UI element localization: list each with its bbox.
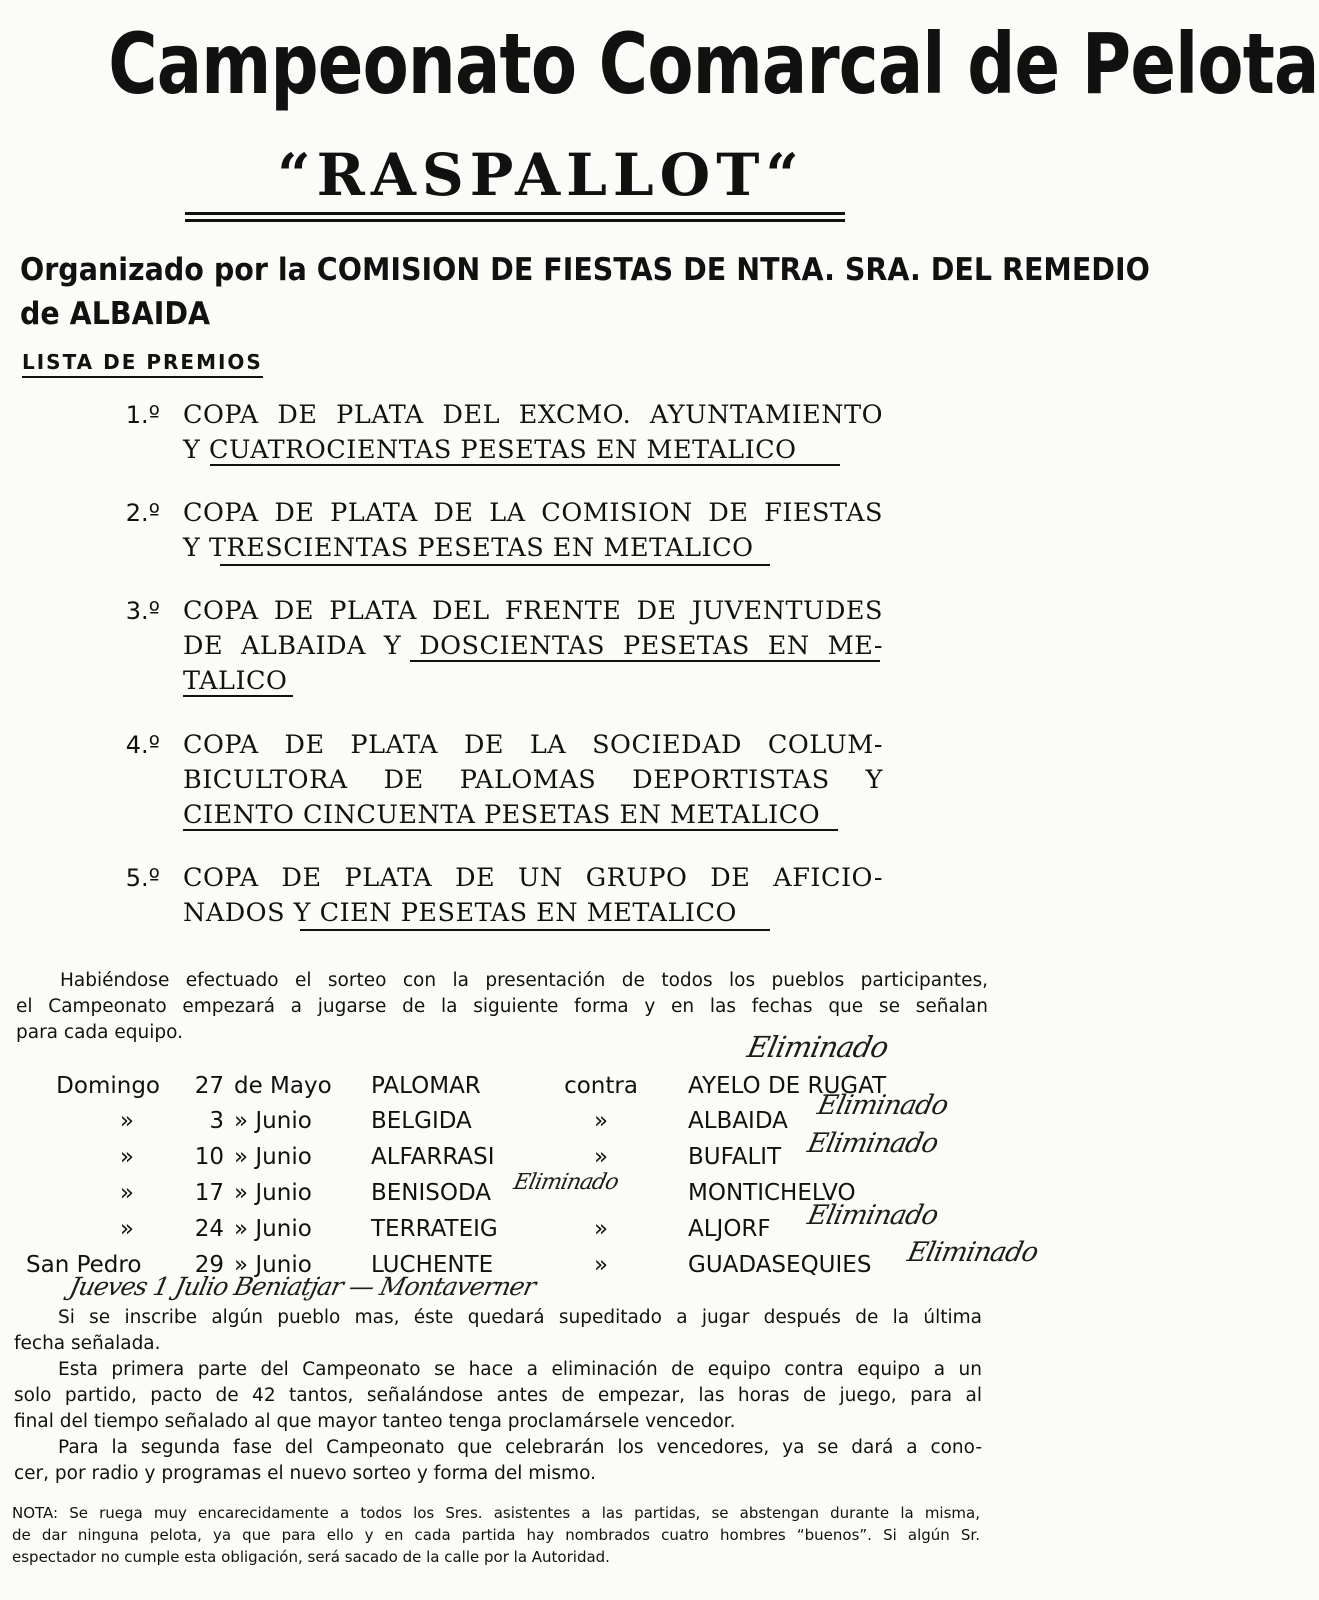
title-rule-bottom xyxy=(185,219,845,222)
rules-line: fecha señalada. xyxy=(14,1333,161,1354)
versus-label: » xyxy=(593,1252,609,1278)
prize-rank: 4.º xyxy=(125,731,160,759)
match-month: » Junio xyxy=(234,1108,312,1134)
match-day: » xyxy=(119,1144,134,1170)
match-month: » Junio xyxy=(234,1144,312,1170)
intro-line: el Campeonato empezará a jugarse de la siguiente forma y en las fechas que se señalan xyxy=(16,996,988,1017)
title-rule-top xyxy=(185,212,845,215)
rules-text xyxy=(14,1305,982,1487)
rules-line: Si se inscribe algún pueblo mas, éste quedará supeditado a jugar después de la última xyxy=(58,1307,982,1328)
match-date: 17 xyxy=(194,1180,224,1206)
match-day: » xyxy=(119,1216,134,1242)
handwritten-note: Eliminado xyxy=(904,1237,1041,1268)
prize-underline xyxy=(300,929,770,931)
prize-underline xyxy=(183,695,293,697)
versus-label: » xyxy=(593,1216,609,1242)
organizer-line-1: Organizado por la COMISION DE FIESTAS DE NTRA. SRA. DEL REMEDIO xyxy=(20,252,1150,288)
home-team: PALOMAR xyxy=(371,1073,481,1099)
match-day: San Pedro xyxy=(26,1252,142,1278)
rules-line: Para la segunda fase del Campeonato que celebrarán los vencedores, ya se dará a cono- xyxy=(58,1437,982,1458)
away-team: ALBAIDA xyxy=(688,1108,788,1134)
poster-subtitle: “RASPALLOT“ xyxy=(277,141,805,209)
organizer-line-2: de ALBAIDA xyxy=(20,296,211,332)
prize-rank: 1.º xyxy=(125,401,160,429)
organizer-block xyxy=(20,248,1150,336)
nota-line: de dar ninguna pelota, ya que para ello y en cada partida hay nombrados cuatro hombres “buenos”. Si algún Sr. xyxy=(12,1526,980,1544)
prize-rank: 5.º xyxy=(125,864,160,892)
home-team: ALFARRASI xyxy=(371,1144,495,1170)
away-team: GUADASEQUIES xyxy=(688,1252,872,1278)
versus-label: » xyxy=(593,1144,609,1170)
rules-line: final del tiempo señalado al que mayor tanteo tenga proclamársele vencedor. xyxy=(14,1411,736,1432)
home-team: LUCHENTE xyxy=(371,1252,494,1278)
prize-line: COPA DE PLATA DE LA COMISION DE FIESTAS xyxy=(183,498,883,528)
prizes-heading: LISTA DE PREMIOS xyxy=(22,350,263,378)
prize-rank: 2.º xyxy=(125,499,160,527)
prize-line: COPA DE PLATA DE UN GRUPO DE AFICIO- xyxy=(183,863,883,893)
prize-line: BICULTORA DE PALOMAS DEPORTISTAS Y xyxy=(183,765,883,795)
away-team: MONTICHELVO xyxy=(688,1180,856,1206)
match-date: 27 xyxy=(194,1073,224,1099)
match-month: » Junio xyxy=(234,1216,312,1242)
match-day: » xyxy=(119,1108,134,1134)
home-team: TERRATEIG xyxy=(371,1216,498,1242)
home-team: BENISODA xyxy=(371,1180,492,1206)
poster-title: Campeonato Comarcal de Pelota xyxy=(108,15,1319,113)
away-team: ALJORF xyxy=(688,1216,771,1242)
prize-line: Y CUATROCIENTAS PESETAS EN METALICO xyxy=(183,435,797,465)
handwritten-extra-match: Jueves 1 Julio Beniatjar — Montaverner xyxy=(66,1272,538,1301)
prize-line: COPA DE PLATA DEL FRENTE DE JUVENTUDES xyxy=(183,596,883,626)
prize-line: DE ALBAIDA Y DOSCIENTAS PESETAS EN ME- xyxy=(183,631,883,661)
home-team: BELGIDA xyxy=(371,1108,472,1134)
rules-line: Esta primera parte del Campeonato se hace a eliminación de equipo contra equipo a un xyxy=(58,1359,982,1380)
match-date: 29 xyxy=(194,1252,224,1278)
prize-underline xyxy=(220,564,770,566)
handwritten-note: Eliminado xyxy=(804,1200,941,1231)
intro-line: Habiéndose efectuado el sorteo con la presentación de todos los pueblos participantes, xyxy=(60,970,988,991)
match-month: » Junio xyxy=(234,1180,312,1206)
prize-underline xyxy=(183,829,838,831)
nota-line: espectador no cumple esta obligación, será sacado de la calle por la Autoridad. xyxy=(12,1548,610,1566)
handwritten-note: Eliminado xyxy=(804,1128,941,1159)
rules-line: cer, por radio y programas el nuevo sorteo y forma del mismo. xyxy=(14,1463,596,1484)
rules-line: solo partido, pacto de 42 tantos, señalándose antes de empezar, las horas de juego, para al xyxy=(14,1385,982,1406)
prize-underline xyxy=(210,464,840,466)
prize-line: NADOS Y CIEN PESETAS EN METALICO xyxy=(183,898,737,928)
versus-label: » xyxy=(593,1108,609,1134)
nota-block xyxy=(12,1502,980,1568)
prize-rank: 3.º xyxy=(125,597,160,625)
handwritten-note: Eliminado xyxy=(744,1030,892,1064)
handwritten-note: Eliminado xyxy=(511,1170,621,1195)
match-date: 3 xyxy=(209,1108,224,1134)
prize-line: COPA DE PLATA DE LA SOCIEDAD COLUM- xyxy=(183,730,883,760)
prize-line: TALICO xyxy=(183,666,288,696)
away-team: AYELO DE RUGAT xyxy=(688,1073,887,1099)
match-month: de Mayo xyxy=(234,1073,332,1099)
handwritten-note: Eliminado xyxy=(814,1090,951,1121)
versus-label: contra xyxy=(564,1073,638,1099)
away-team: BUFALIT xyxy=(688,1144,782,1170)
match-day: Domingo xyxy=(56,1073,160,1099)
prize-underline xyxy=(410,660,880,662)
prize-line: COPA DE PLATA DEL EXCMO. AYUNTAMIENTO xyxy=(183,400,883,430)
nota-line: NOTA: Se ruega muy encarecidamente a todos los Sres. asistentes a las partidas, se abstengan durante la misma, xyxy=(12,1504,980,1522)
match-day: » xyxy=(119,1180,134,1206)
match-date: 24 xyxy=(194,1216,224,1242)
match-date: 10 xyxy=(194,1144,224,1170)
intro-line: para cada equipo. xyxy=(16,1022,183,1043)
match-month: » Junio xyxy=(234,1252,312,1278)
prize-line: Y TRESCIENTAS PESETAS EN METALICO xyxy=(183,533,754,563)
prize-line: CIENTO CINCUENTA PESETAS EN METALICO xyxy=(183,800,821,830)
